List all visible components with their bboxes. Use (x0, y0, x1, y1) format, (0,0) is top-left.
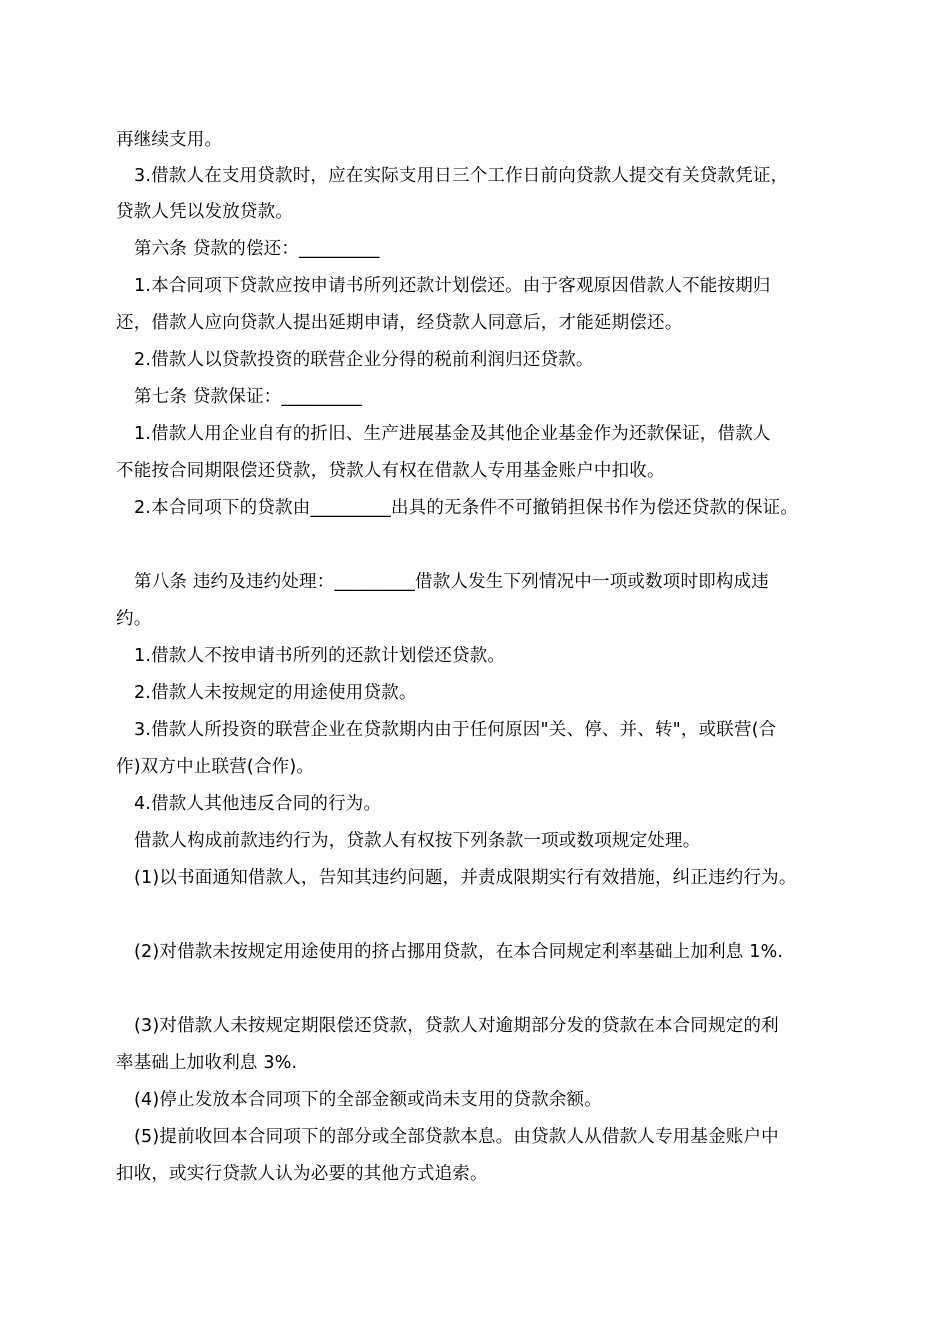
text-line: 还，借款人应向贷款人提出延期申请，经贷款人同意后，才能延期偿还。 (116, 313, 683, 333)
article-heading: 第七条 贷款保证：_________ (134, 387, 362, 407)
text-line: 扣收，或实行贷款人认为必要的其他方式追索。 (116, 1164, 488, 1184)
text-line: 作)双方中止联营(合作)。 (116, 757, 315, 777)
text-line: 不能按合同期限偿还贷款，贷款人有权在借款人专用基金账户中扣收。 (116, 461, 665, 481)
text-line: (5)提前收回本合同项下的部分或全部贷款本息。由贷款人从借款人专用基金账户中 (134, 1127, 779, 1147)
text-line: (3)对借款人未按规定期限偿还贷款，贷款人对逾期部分发的贷款在本合同规定的利 (134, 1016, 779, 1036)
article-heading: 第六条 贷款的偿还：_________ (134, 239, 380, 259)
text-line: 3.借款人所投资的联营企业在贷款期内由于任何原因"关、停、并、转"，或联营(合 (134, 720, 777, 740)
article-heading: 第八条 违约及违约处理：_________借款人发生下列情况中一项或数项时即构成违 (134, 572, 770, 592)
text-line: 1.本合同项下贷款应按申请书所列还款计划偿还。由于客观原因借款人不能按期归 (134, 276, 771, 296)
text-line: (2)对借款未按规定用途使用的挤占挪用贷款，在本合同规定利率基础上加利息 1%. (134, 942, 784, 962)
text-line: 率基础上加收利息 3%. (116, 1053, 298, 1073)
text-line: (1)以书面通知借款人，告知其违约问题，并责成限期实行有效措施，纠正违约行为。 (134, 868, 797, 888)
text-line: 贷款人凭以发放贷款。 (116, 202, 293, 222)
text-line: (4)停止发放本合同项下的全部金额或尚未支用的贷款余额。 (134, 1090, 602, 1110)
text-line: 再继续支用。 (116, 130, 223, 150)
text-line: 1.借款人不按申请书所列的还款计划偿还贷款。 (134, 646, 506, 666)
text-line: 2.借款人以贷款投资的联营企业分得的税前利润归还贷款。 (134, 350, 594, 370)
text-line: 2.本合同项下的贷款由_________出具的无条件不可撤销担保书作为偿还贷款的保证。 (134, 498, 799, 518)
text-line: 2.借款人未按规定的用途使用贷款。 (134, 683, 417, 703)
text-line: 3.借款人在支用贷款时，应在实际支用日三个工作日前向贷款人提交有关贷款凭证， (134, 166, 789, 186)
text-line: 借款人构成前款违约行为，贷款人有权按下列条款一项或数项规定处理。 (134, 831, 701, 851)
text-line: 4.借款人其他违反合同的行为。 (134, 794, 382, 814)
text-line: 约。 (116, 609, 152, 629)
text-line: 1.借款人用企业自有的折旧、生产进展基金及其他企业基金作为还款保证，借款人 (134, 424, 771, 444)
